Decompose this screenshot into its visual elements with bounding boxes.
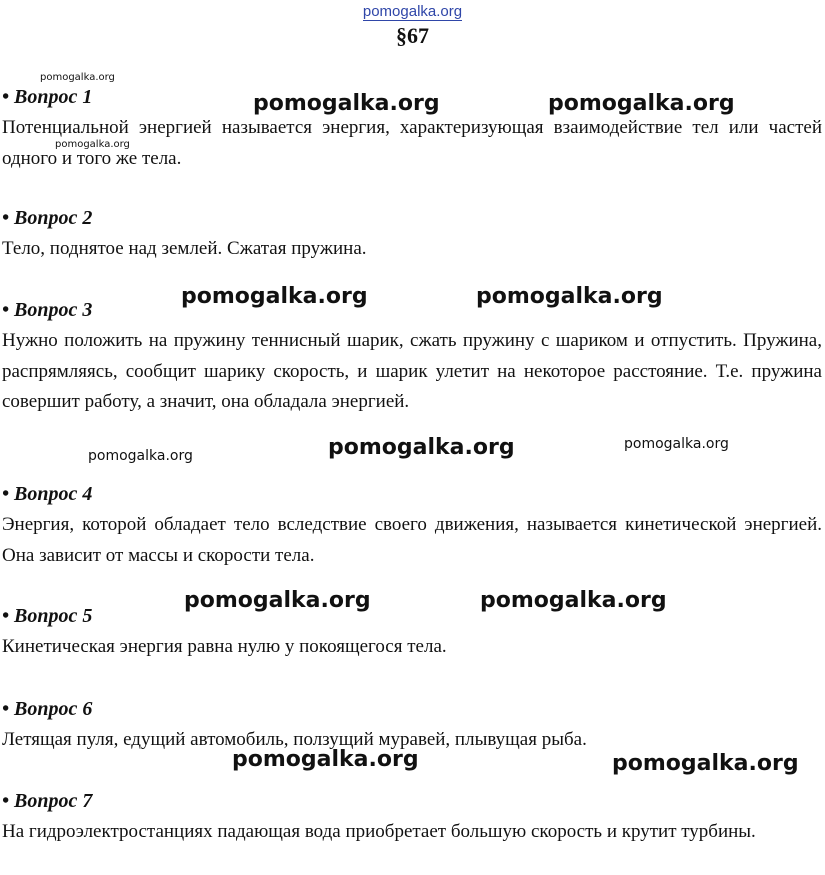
question-4-answer: Энергия, которой обладает тело вследствие своего движения, называется кинетической энергией. Она зависит от массы и скорости тела. [2, 514, 822, 566]
watermark: pomogalka.org [328, 435, 515, 460]
question-3-answer: Нужно положить на пружину теннисный шарик, сжать пружину с шариком и отпустить. Пружина, распрямляясь, сообщит шарику скорость, и шарик улетит на некоторое расстояние. Т.е. пружина совершит работу, а значит, она обладала энергией. [2, 330, 822, 412]
watermark: pomogalka.org [548, 91, 735, 116]
question-5-answer: Кинетическая энергия равна нулю у покоящегося тела. [2, 636, 447, 657]
watermark: pomogalka.org [232, 747, 419, 772]
watermark: pomogalka.org [181, 284, 368, 309]
question-7-answer: На гидроэлектростанциях падающая вода приобретает большую скорость и крутит турбины. [2, 821, 756, 842]
question-1-answer: Потенциальной энергией называется энергия, характеризующая взаимодействие тел или частей одного и того же тела. [2, 117, 822, 169]
question-6-heading: • Вопрос 6 [2, 698, 93, 720]
question-4-heading: • Вопрос 4 [2, 483, 93, 505]
site-header [0, 2, 825, 22]
watermark: pomogalka.org [624, 436, 729, 452]
watermark: pomogalka.org [55, 139, 130, 150]
question-7-heading: • Вопрос 7 [2, 790, 93, 812]
site-link[interactable]: pomogalka.org [362, 3, 463, 20]
watermark: pomogalka.org [88, 448, 193, 464]
question-6-answer: Летящая пуля, едущий автомобиль, ползущий муравей, плывущая рыба. [2, 729, 587, 750]
watermark: pomogalka.org [184, 588, 371, 613]
question-1-heading: • Вопрос 1 [2, 86, 93, 108]
watermark: pomogalka.org [612, 751, 799, 776]
watermark: pomogalka.org [253, 91, 440, 116]
question-5-heading: • Вопрос 5 [2, 605, 93, 627]
watermark: pomogalka.org [476, 284, 663, 309]
question-2-heading: • Вопрос 2 [2, 207, 93, 229]
watermark: pomogalka.org [480, 588, 667, 613]
question-2-answer: Тело, поднятое над землей. Сжатая пружина. [2, 238, 367, 259]
question-3-heading: • Вопрос 3 [2, 299, 93, 321]
watermark: pomogalka.org [40, 72, 115, 83]
section-title: §67 [396, 23, 429, 48]
